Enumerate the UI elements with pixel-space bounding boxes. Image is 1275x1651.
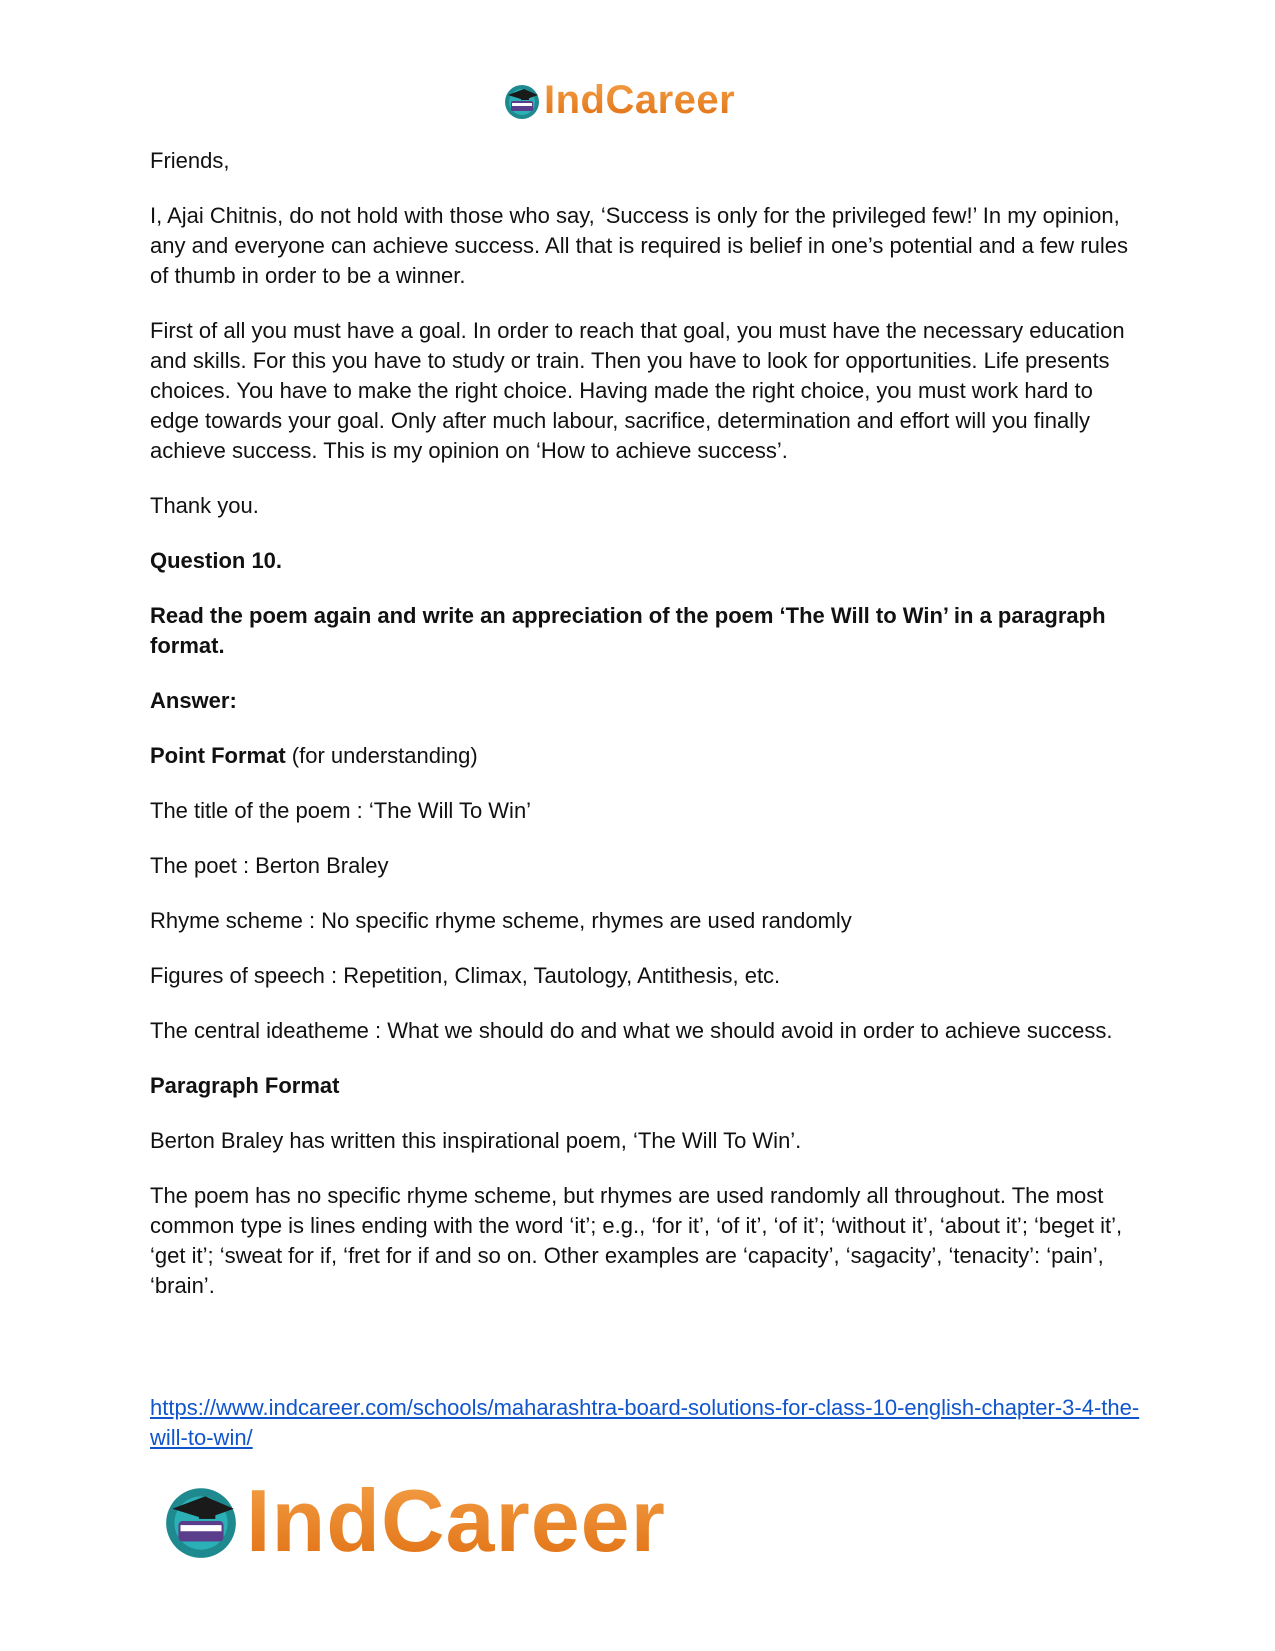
graduation-cap-book-icon	[160, 1480, 242, 1562]
intro-paragraph: I, Ajai Chitnis, do not hold with those who say, ‘Success is only for the privileged few!’ In my opinion, any and everyone can achieve success. All that is required is belief in one’s potential and a few rules of thumb in order to be a winner.	[150, 203, 1128, 288]
central-idea-line: The central ideatheme : What we should do and what we should avoid in order to achieve success.	[150, 1018, 1113, 1043]
graduation-cap-book-icon	[502, 81, 542, 121]
poem-title-line: The title of the poem : ‘The Will To Win’	[150, 798, 532, 823]
answer-label: Answer:	[150, 688, 237, 713]
paragraph-format-heading: Paragraph Format	[150, 1073, 340, 1098]
greeting: Friends,	[150, 148, 230, 173]
source-link[interactable]: https://www.indcareer.com/schools/maharashtra-board-solutions-for-class-10-english-chapter-3-4-the-will-to-win/	[150, 1395, 1140, 1450]
success-paragraph: First of all you must have a goal. In order to reach that goal, you must have the necessary education and skills. For this you have to study or train. Then you have to look for opportunities. Life presents choices. You have to make the right choice. Having made the right choice, you must work hard to edge towards your goal. Only after much labour, sacrifice, determination and effort will you finally achieve success. This is my opinion on ‘How to achieve success’.	[150, 318, 1125, 463]
poet-line: The poet : Berton Braley	[150, 853, 389, 878]
question-heading: Question 10.	[150, 548, 283, 573]
header-logo	[502, 78, 735, 123]
logo-text: IndCareer	[544, 78, 736, 122]
question-text: Read the poem again and write an appreciation of the poem ‘The Will to Win’ in a paragraph format.	[150, 603, 1106, 658]
point-format-line	[150, 741, 1132, 771]
figures-of-speech-line: Figures of speech : Repetition, Climax, Tautology, Antithesis, etc.	[150, 963, 781, 988]
rhyme-scheme-line: Rhyme scheme : No specific rhyme scheme, rhymes are used randomly	[150, 908, 852, 933]
paragraph-format-intro: Berton Braley has written this inspirational poem, ‘The Will To Win’.	[150, 1128, 802, 1153]
thanks-line: Thank you.	[150, 493, 259, 518]
paragraph-format-rhymes: The poem has no specific rhyme scheme, but rhymes are used randomly all throughout. The most common type is lines ending with the word ‘it’; e.g., ‘for it’, ‘of it’, ‘of it’; ‘without it’, ‘about it’; ‘beget it’, ‘get it’; ‘sweat for if, ‘fret for if and so on. Other examples are ‘capacity’, ‘sagacity’, ‘tenacity’: ‘pain’, ‘brain’.	[150, 1183, 1123, 1298]
logo-text: IndCareer	[246, 1471, 666, 1570]
footer-logo	[160, 1470, 666, 1572]
document-body	[150, 146, 1132, 1326]
point-format-note: (for understanding)	[285, 743, 478, 768]
point-format-label: Point Format	[150, 743, 286, 768]
